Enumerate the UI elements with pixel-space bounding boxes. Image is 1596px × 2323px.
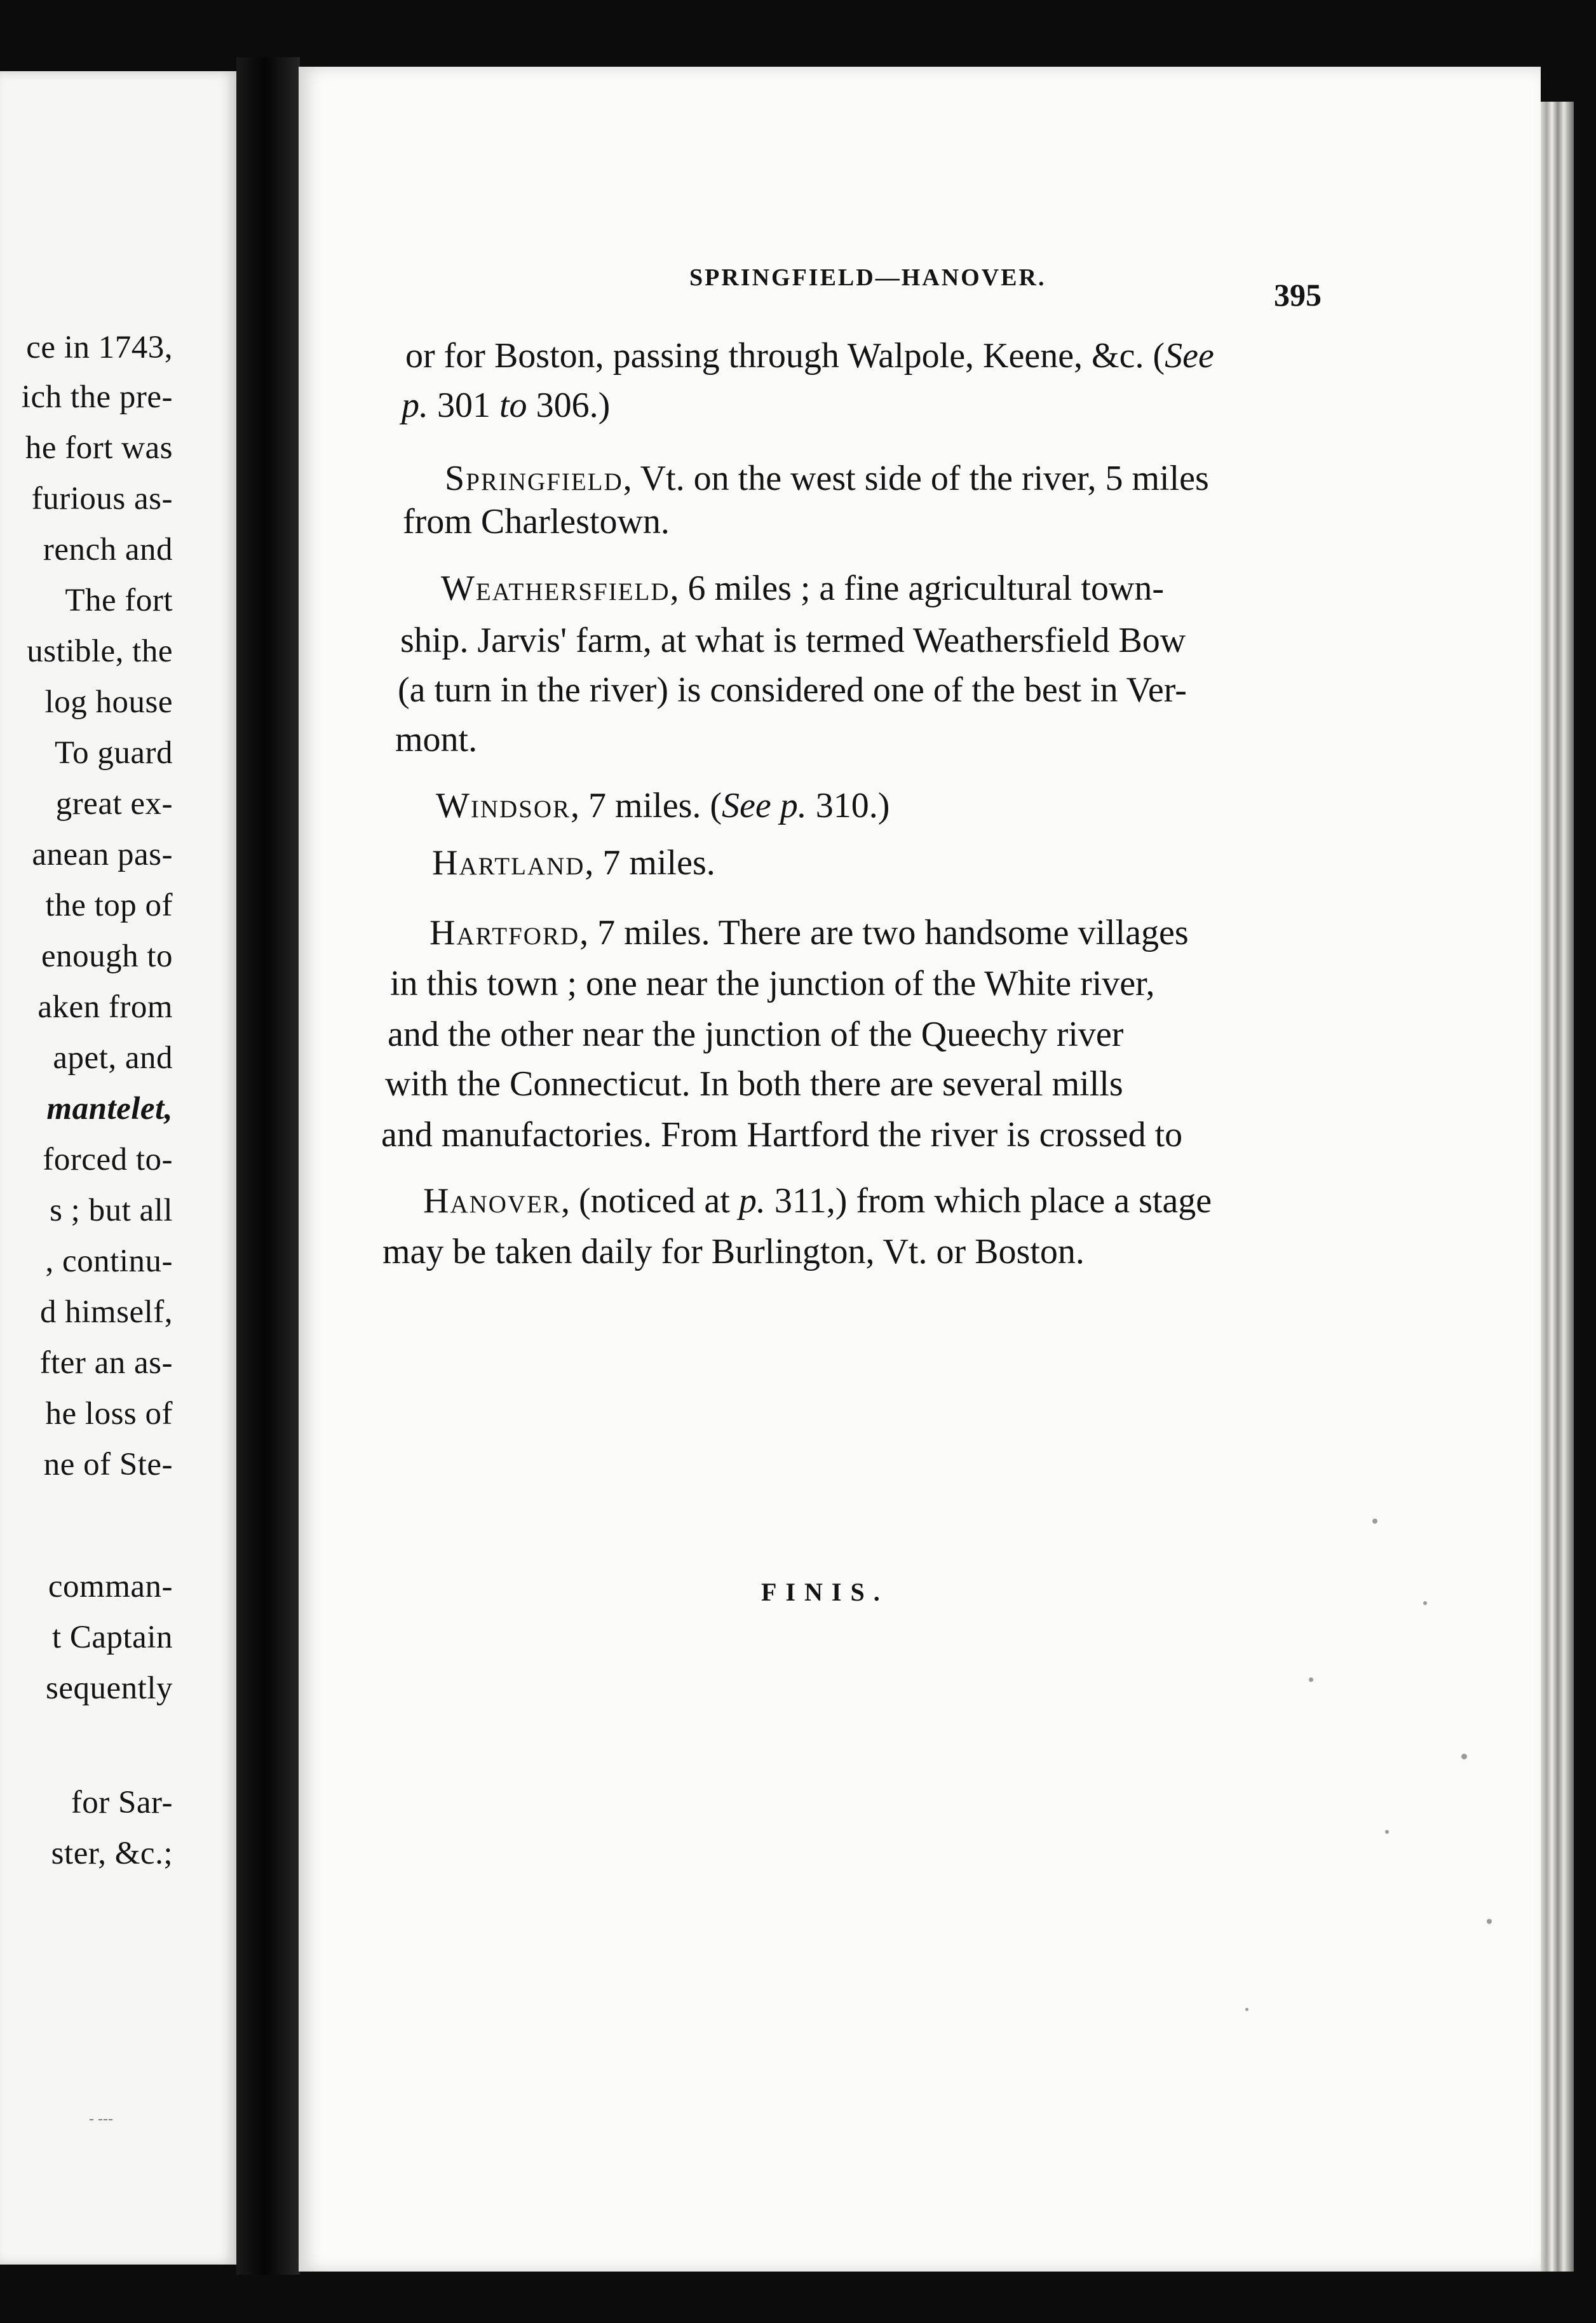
left-line: he loss of bbox=[45, 1396, 173, 1432]
finis-mark: FINIS. bbox=[761, 1578, 889, 1606]
place-name: Windsor bbox=[436, 786, 571, 825]
left-page bbox=[0, 71, 236, 2265]
text-line: and manufactories. From Hartford the river is crossed to bbox=[381, 1115, 1183, 1155]
place-name: Hanover bbox=[423, 1181, 561, 1221]
entry-weathersfield: Weathersfield, 6 miles ; a fine agricultural town- bbox=[441, 569, 1165, 608]
foxing-spot bbox=[1372, 1519, 1377, 1524]
text-line: from Charlestown. bbox=[403, 502, 670, 541]
left-line: for Sar- bbox=[71, 1785, 173, 1820]
left-line: log house bbox=[44, 684, 173, 720]
text-line: ship. Jarvis' farm, at what is termed Weathersfield Bow bbox=[400, 621, 1186, 660]
left-line: To guard bbox=[55, 735, 173, 771]
foxing-spot bbox=[1309, 1677, 1313, 1682]
text-line: or for Boston, passing through Walpole, Keene, &c. (See bbox=[405, 336, 1214, 376]
left-line: forced to- bbox=[43, 1142, 173, 1177]
left-line: The fort bbox=[65, 583, 173, 618]
foxing-spot bbox=[1461, 1754, 1467, 1759]
left-line: t Captain bbox=[51, 1620, 173, 1655]
text-line: may be taken daily for Burlington, Vt. or Boston. bbox=[382, 1232, 1085, 1271]
left-line: s ; but all bbox=[50, 1193, 173, 1228]
entry-windsor: Windsor, 7 miles. (See p. 310.) bbox=[436, 786, 890, 825]
text-line: in this town ; one near the junction of the White river, bbox=[390, 964, 1155, 1003]
left-line: rench and bbox=[43, 532, 173, 567]
page-number: 395 bbox=[1274, 277, 1322, 313]
left-line: ce in 1743, bbox=[26, 330, 173, 365]
stray-mark: - --- bbox=[89, 2111, 113, 2127]
running-head: SPRINGFIELD—HANOVER. bbox=[689, 264, 1046, 291]
foxing-spot bbox=[1423, 1601, 1427, 1605]
foxing-spot bbox=[1385, 1830, 1389, 1834]
place-name: Weathersfield bbox=[441, 569, 670, 608]
left-line: great ex- bbox=[55, 786, 173, 822]
left-line: sequently bbox=[46, 1670, 173, 1706]
left-line: furious as- bbox=[31, 481, 173, 517]
left-line: anean pas- bbox=[32, 837, 173, 872]
entry-hanover: Hanover, (noticed at p. 311,) from which place a stage bbox=[423, 1181, 1212, 1221]
place-name: Hartland bbox=[432, 843, 585, 883]
entry-hartland: Hartland, 7 miles. bbox=[432, 843, 715, 883]
left-line: comman- bbox=[48, 1569, 173, 1604]
text-line: with the Connecticut. In both there are several mills bbox=[385, 1064, 1123, 1104]
left-line: aken from bbox=[37, 989, 173, 1025]
text-line: mont. bbox=[395, 720, 478, 759]
left-line: the top of bbox=[45, 888, 173, 923]
left-line: ne of Ste- bbox=[43, 1447, 173, 1482]
left-line: ustible, the bbox=[27, 633, 173, 669]
entry-springfield: Springfield, Vt. on the west side of the river, 5 miles bbox=[445, 459, 1209, 498]
text-line: p. 301 to 306.) bbox=[402, 386, 611, 425]
left-line: d himself, bbox=[40, 1294, 173, 1330]
place-name: Hartford bbox=[429, 913, 580, 952]
text-line: and the other near the junction of the Queechy river bbox=[388, 1015, 1124, 1054]
left-line: he fort was bbox=[25, 430, 173, 466]
book-gutter bbox=[236, 57, 300, 2275]
left-line: ich the pre- bbox=[21, 379, 173, 415]
place-name: Springfield bbox=[445, 459, 623, 498]
text-line: (a turn in the river) is considered one of the best in Ver- bbox=[398, 670, 1187, 710]
left-line: enough to bbox=[41, 938, 173, 974]
left-line: , continu- bbox=[45, 1243, 173, 1279]
left-line: ster, &c.; bbox=[51, 1836, 173, 1871]
left-line: fter an as- bbox=[39, 1345, 173, 1381]
left-line: apet, and bbox=[53, 1040, 173, 1076]
left-line: mantelet, bbox=[46, 1091, 173, 1127]
foxing-spot bbox=[1245, 2008, 1248, 2011]
foxing-spot bbox=[1487, 1919, 1492, 1924]
entry-hartford: Hartford, 7 miles. There are two handsome villages bbox=[429, 913, 1189, 952]
page-edge-stack bbox=[1541, 102, 1574, 2272]
